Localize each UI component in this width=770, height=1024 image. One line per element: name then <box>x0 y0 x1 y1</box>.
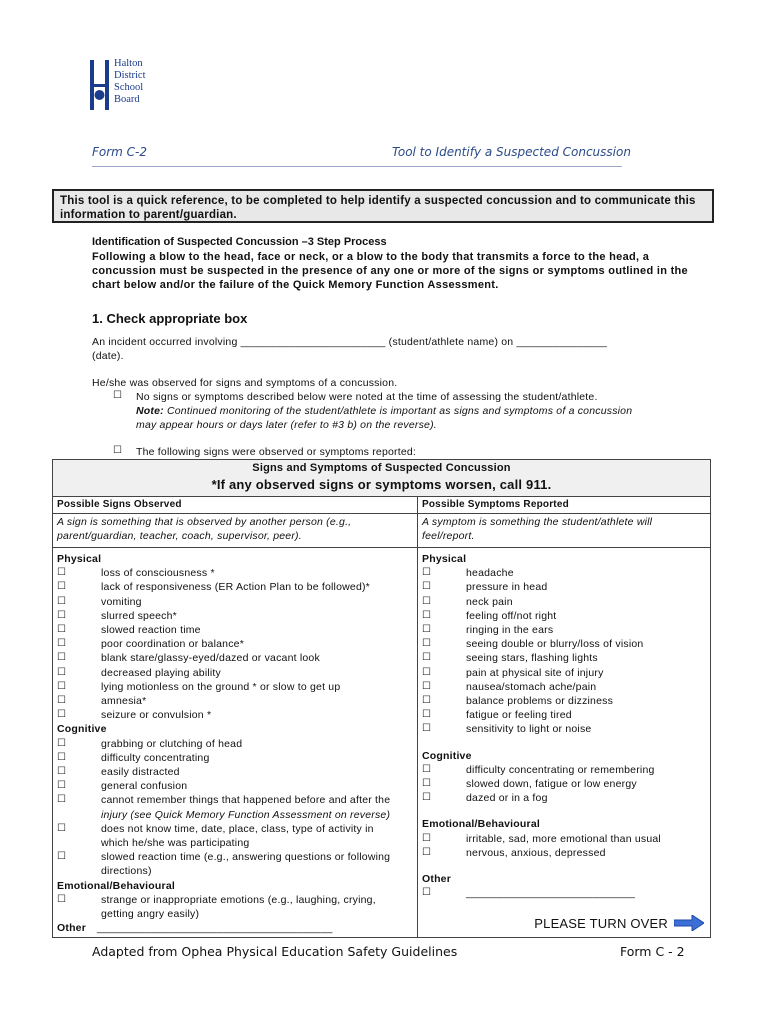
logo-line: Halton <box>114 58 143 69</box>
turn-over[interactable] <box>534 915 704 931</box>
checkbox[interactable]: ☐ <box>422 666 432 678</box>
checkbox[interactable]: ☐ <box>57 851 67 863</box>
symptoms-other-line[interactable]: ____________________________ <box>466 887 636 900</box>
symptom-item: ☐ irritable, sad, more emotional than usual <box>422 832 661 845</box>
checkbox[interactable]: ☐ <box>422 638 432 650</box>
sign-item: ☐ vomiting <box>57 595 142 608</box>
checkbox[interactable]: ☐ <box>422 595 432 607</box>
checkbox[interactable]: ☐ <box>57 609 67 621</box>
signs-other <box>57 921 413 935</box>
symptoms-desc: A symptom is something the student/athlete will feel/report. <box>422 516 653 542</box>
logo-mark-icon <box>88 58 112 113</box>
logo-line: Board <box>114 94 140 105</box>
symptoms-other-label: Other <box>422 873 452 886</box>
symptom-item: ☐ fatigue or feeling tired <box>422 709 572 722</box>
checkbox[interactable]: ☐ <box>422 709 432 721</box>
checkbox[interactable]: ☐ <box>422 723 432 735</box>
checkbox[interactable]: ☐ <box>422 846 432 858</box>
checkbox[interactable]: ☐ <box>422 609 432 621</box>
signs-other-line[interactable]: _______________________________________ <box>97 922 333 935</box>
sign-item: ☐ loss of consciousness * <box>57 567 215 580</box>
checkbox[interactable]: ☐ <box>422 680 432 692</box>
header-rule <box>92 166 622 167</box>
symptom-item: ☐ sensitivity to light or noise <box>422 723 592 736</box>
symptom-item: ☐ dazed or in a fog <box>422 792 548 805</box>
table-warning: *If any observed signs or symptoms worsen, call 911. <box>211 477 552 492</box>
signs-cognitive-label: Cognitive <box>57 723 107 736</box>
signs-header: Possible Signs Observed <box>57 499 182 510</box>
form-label: Form C-2 <box>92 145 148 159</box>
logo <box>88 58 158 113</box>
checkbox[interactable]: ☐ <box>57 652 67 664</box>
checkbox[interactable]: ☐ <box>57 737 67 749</box>
checkbox[interactable]: ☐ <box>422 567 432 579</box>
checkbox[interactable]: ☐ <box>57 780 67 792</box>
sign-item: ☐ poor coordination or balance* <box>57 638 244 651</box>
symptoms-emotional-label: Emotional/Behavioural <box>422 818 540 831</box>
checkbox[interactable]: ☐ <box>57 581 67 593</box>
symptom-item: ☐ slowed down, fatigue or low energy <box>422 778 637 791</box>
symptom-item: ☐ pain at physical site of injury <box>422 666 604 679</box>
checkbox[interactable]: ☐ <box>57 893 67 905</box>
sign-item: ☐ strange or inappropriate emotions (e.g., laughing, crying, <box>57 893 376 906</box>
logo-line: District <box>114 70 146 81</box>
sign-item: ☐ decreased playing ability <box>57 666 221 679</box>
turn-over-label: PLEASE TURN OVER <box>534 915 668 931</box>
symptoms-cognitive-label: Cognitive <box>422 749 472 762</box>
observed-text: He/she was observed for signs and symptoms of a concussion. <box>92 377 398 389</box>
checkbox[interactable]: ☐ <box>422 581 432 593</box>
process-title: Identification of Suspected Concussion –3 Step Process <box>92 236 387 248</box>
symptom-item: ☐ ringing in the ears <box>422 624 554 637</box>
sign-item: ☐ seizure or convulsion * <box>57 709 212 722</box>
checkbox[interactable]: ☐ <box>57 624 67 636</box>
sign-item: ☐ does not know time, date, place, class, type of activity in <box>57 822 374 835</box>
note-label: Note: <box>136 405 164 417</box>
sign-item-cont: directions) <box>101 865 152 878</box>
symptoms-header: Possible Symptoms Reported <box>422 499 569 510</box>
symptom-other <box>422 886 706 900</box>
checkbox[interactable]: ☐ <box>57 822 67 834</box>
arrow-right-icon <box>674 915 704 931</box>
symptom-item: ☐ nausea/stomach ache/pain <box>422 680 597 693</box>
checkbox[interactable]: ☐ <box>422 763 432 775</box>
symptom-item: ☐ difficulty concentrating or remembering <box>422 763 655 776</box>
option-no-signs: No signs or symptoms described below were noted at the time of assessing the student/athlete. <box>136 391 598 403</box>
checkbox[interactable]: ☐ <box>57 680 67 692</box>
checkbox[interactable]: ☐ <box>57 695 67 707</box>
tool-title: Tool to Identify a Suspected Concussion <box>392 145 631 159</box>
checkbox[interactable]: ☐ <box>422 652 432 664</box>
signs-other-label: Other <box>57 922 87 935</box>
logo-line: School <box>114 82 144 93</box>
incident-line: An incident occurred involving ________________________ (student/athlete name) on _______________ <box>92 336 608 348</box>
note-text: Continued monitoring of the student/athlete is important as signs and symptoms of a concussion <box>163 405 633 417</box>
symptom-item: ☐ seeing double or blurry/loss of vision <box>422 638 644 651</box>
sign-item: ☐ slowed reaction time <box>57 624 201 637</box>
sign-item: ☐ easily distracted <box>57 766 180 779</box>
symptom-table <box>52 459 711 938</box>
sign-item-cont: injury (see Quick Memory Function Assessment on reverse) <box>101 808 391 821</box>
symptom-item: ☐ balance problems or dizziness <box>422 695 614 708</box>
sign-item: ☐ slurred speech* <box>57 609 177 622</box>
checkbox-no-signs[interactable]: ☐ <box>113 390 122 401</box>
step1-heading: 1. Check appropriate box <box>92 311 248 326</box>
checkbox[interactable]: ☐ <box>422 778 432 790</box>
checkbox[interactable]: ☐ <box>57 709 67 721</box>
symptom-item: ☐ neck pain <box>422 595 513 608</box>
sign-item: ☐ grabbing or clutching of head <box>57 737 243 750</box>
signs-desc: A sign is something that is observed by another person (e.g., parent/guardian, teacher, coach, supervisor, peer). <box>57 516 352 542</box>
symptom-item: ☐ seeing stars, flashing lights <box>422 652 598 665</box>
table-title: Signs and Symptoms of Suspected Concussion <box>252 462 511 474</box>
sign-item: ☐ general confusion <box>57 780 188 793</box>
note <box>136 404 632 418</box>
checkbox[interactable]: ☐ <box>422 887 432 899</box>
symptom-item: ☐ nervous, anxious, depressed <box>422 846 606 859</box>
footer-source: Adapted from Ophea Physical Education Safety Guidelines <box>92 944 458 959</box>
sign-item-cont: getting angry easily) <box>101 908 200 921</box>
process-text: Following a blow to the head, face or neck, or a blow to the body that transmits a force to the head, a concussion must be suspected in the presence of any one or more of the signs or symptoms outlined in the chart below and/or the failure of the Quick Memory Function Assessment. <box>92 251 688 291</box>
sign-item: ☐ difficulty concentrating <box>57 751 210 764</box>
symptom-item: ☐ feeling off/not right <box>422 609 557 622</box>
checkbox[interactable]: ☐ <box>57 567 67 579</box>
symptom-item: ☐ pressure in head <box>422 581 548 594</box>
symptom-item: ☐ headache <box>422 567 514 580</box>
checkbox[interactable]: ☐ <box>57 595 67 607</box>
sign-item: ☐ slowed reaction time (e.g., answering questions or following <box>57 851 391 864</box>
checkbox[interactable]: ☐ <box>422 792 432 804</box>
incident-date: (date). <box>92 350 124 362</box>
checkbox[interactable]: ☐ <box>422 695 432 707</box>
sign-item: ☐ cannot remember things that happened before and after the <box>57 794 391 807</box>
option-signs-observed: The following signs were observed or symptoms reported: <box>136 446 417 458</box>
checkbox[interactable]: ☐ <box>57 794 67 806</box>
checkbox[interactable]: ☐ <box>57 666 67 678</box>
checkbox[interactable]: ☐ <box>57 766 67 778</box>
checkbox[interactable]: ☐ <box>57 638 67 650</box>
note-text-2: may appear hours or days later (refer to #3 b) on the reverse). <box>136 419 437 431</box>
checkbox[interactable]: ☐ <box>422 832 432 844</box>
intro-box: This tool is a quick reference, to be completed to help identify a suspected concussion and to communicate this information to parent/guardian. <box>52 189 714 223</box>
checkbox-signs-observed[interactable]: ☐ <box>113 445 122 456</box>
sign-item: ☐ lying motionless on the ground * or slow to get up <box>57 680 341 693</box>
checkbox[interactable]: ☐ <box>57 751 67 763</box>
symptoms-physical-label: Physical <box>422 553 467 565</box>
sign-item: ☐ blank stare/glassy-eyed/dazed or vacant look <box>57 652 320 665</box>
sign-item-cont: which he/she was participating <box>101 837 250 850</box>
footer-page: Form C - 2 <box>620 944 685 959</box>
sign-item: ☐ amnesia* <box>57 695 147 708</box>
sign-item: ☐ lack of responsiveness (ER Action Plan to be followed)* <box>57 581 370 594</box>
signs-physical-label: Physical <box>57 553 102 565</box>
checkbox[interactable]: ☐ <box>422 624 432 636</box>
signs-emotional-label: Emotional/Behavioural <box>57 879 175 892</box>
